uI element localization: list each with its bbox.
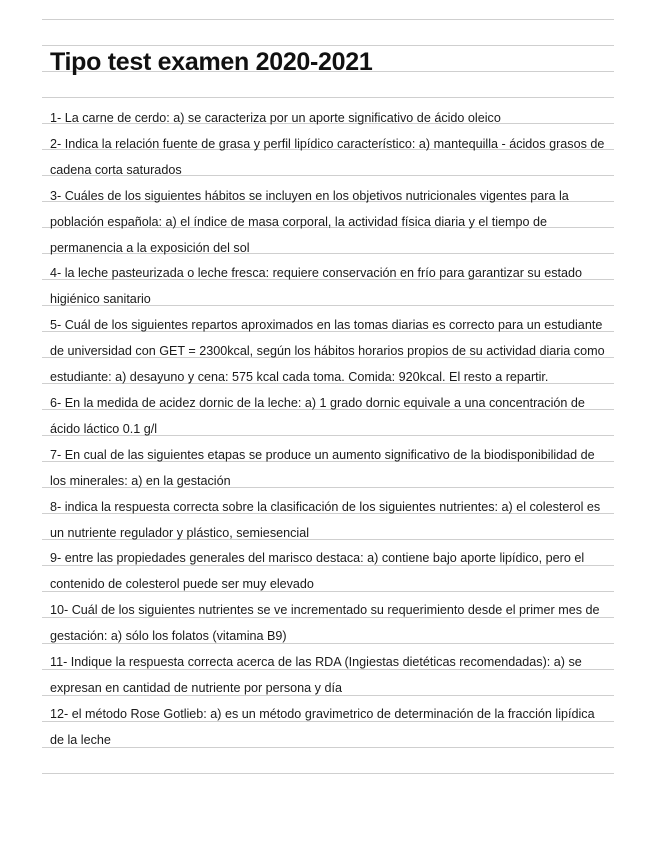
question-item: 7- En cual de las siguientes etapas se produce un aumento significativo de la biodisponibilidad de los minerales: a) en la gestación bbox=[50, 447, 595, 488]
question-item: 1- La carne de cerdo: a) se caracteriza por un aporte significativo de ácido oleico bbox=[50, 111, 501, 125]
question-item: 4- la leche pasteurizada o leche fresca: requiere conservación en frío para garantizar su estado higiénico sanitario bbox=[50, 266, 583, 307]
question-item: 8- indica la respuesta correcta sobre la clasificación de los siguientes nutrientes: a) el colesterol es un nutriente regulador y plástico, semiesencial bbox=[50, 499, 601, 540]
question-item: 6- En la medida de acidez dornic de la leche: a) 1 grado dornic equivale a una concentración de ácido láctico 0.1 g/l bbox=[50, 395, 585, 436]
question-item: 12- el método Rose Gotlieb: a) es un método gravimetrico de determinación de la fracción lipídica de la leche bbox=[50, 706, 595, 747]
question-list bbox=[50, 106, 610, 754]
page-title: Tipo test examen 2020-2021 bbox=[50, 48, 373, 76]
question-item: 11- Indique la respuesta correcta acerca de las RDA (Ingiestas dietéticas recomendadas): a) se expresan en cantidad de nutriente por persona y día bbox=[50, 655, 582, 695]
question-item: 9- entre las propiedades generales del marisco destaca: a) contiene bajo aporte lipídico, pero el contenido de colesterol puede ser muy elevado bbox=[50, 551, 585, 592]
question-item: 3- Cuáles de los siguientes hábitos se incluyen en los objetivos nutricionales vigentes para la población española: a) el índice de masa corporal, la actividad física diaria y el tiempo de permanencia a la exposición del sol bbox=[50, 188, 569, 255]
question-item: 5- Cuál de los siguientes repartos aproximados en las tomas diarias es correcto para un estudiante de universidad con GET = 2300kcal, según los hábitos horarios propios de su actividad diaria como estudiante: a) desayuno y cena: 575 kcal cada toma. Comida: 920kcal. El resto a repartir. bbox=[50, 318, 605, 385]
question-item: 2- Indica la relación fuente de grasa y perfil lipídico característico: a) mantequilla - ácidos grasos de cadena corta saturados bbox=[50, 136, 605, 177]
question-item: 10- Cuál de los siguientes nutrientes se ve incrementado su requerimiento desde el primer mes de gestación: a) sólo los folatos (vitamina B9) bbox=[50, 603, 600, 644]
